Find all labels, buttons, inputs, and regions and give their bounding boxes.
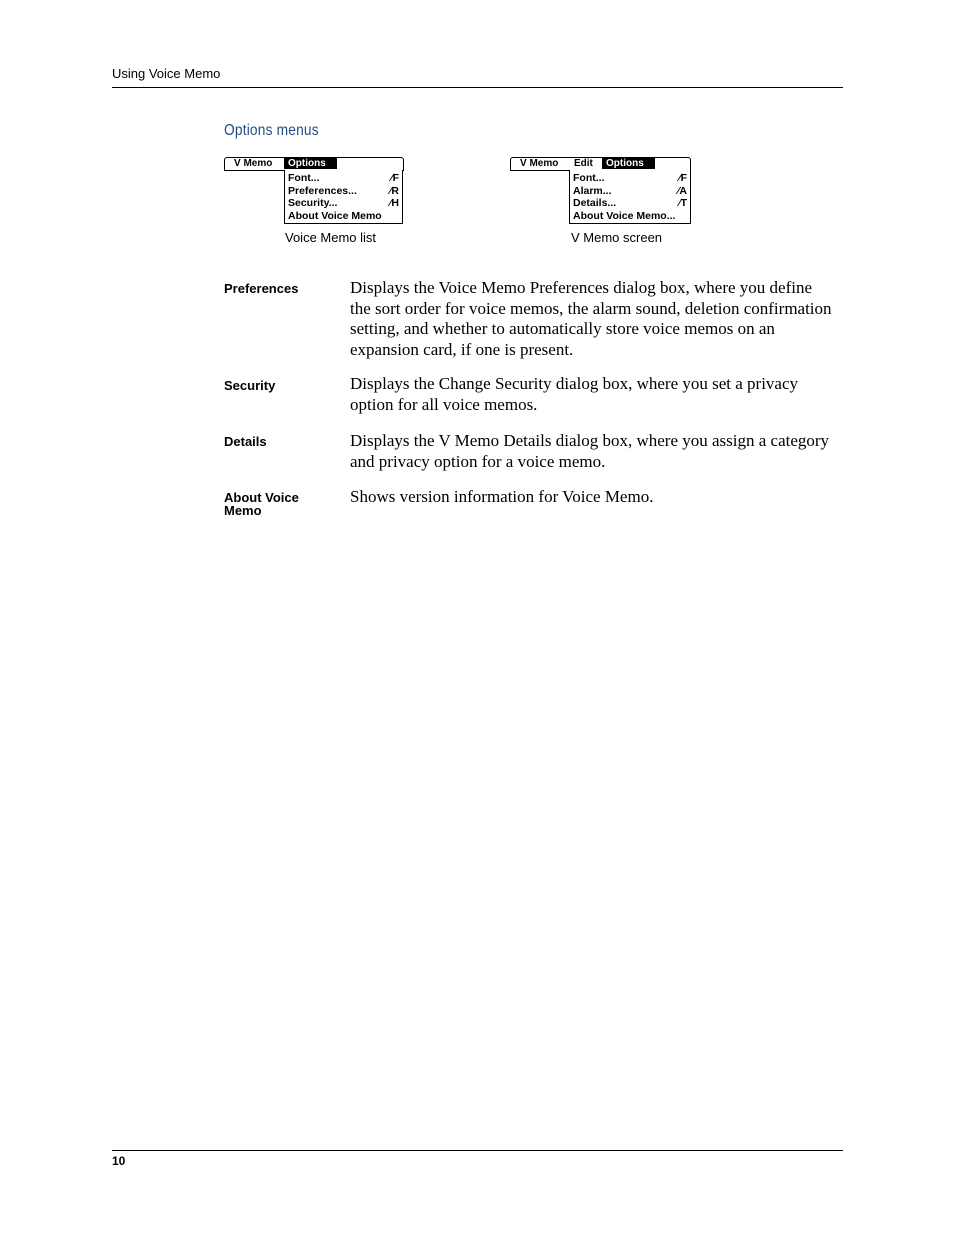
options-dropdown (284, 170, 403, 224)
definition-description-details: Displays the V Memo Details dialog box, where you assign a category and privacy option for a voice memo. (350, 431, 830, 471)
menu-item-label: Font... (288, 172, 320, 184)
menu-item-about[interactable] (285, 210, 402, 223)
figure-caption-voice-memo-list: Voice Memo list (285, 230, 377, 245)
running-header: Using Voice Memo (112, 66, 221, 81)
menu-item-preferences[interactable] (285, 185, 402, 198)
menu-item-shortcut: ∕F (678, 172, 687, 184)
definition-term-about-voice-memo: About Voice Memo (224, 490, 299, 518)
menu-item-shortcut: ∕T (678, 197, 687, 209)
footer-rule (112, 1150, 843, 1151)
menu-item-details[interactable] (570, 197, 690, 210)
definition-description-preferences: Displays the Voice Memo Preferences dialog box, where you define the sort order for voice memos, the alarm sound, deletion confirmation setting, and whether to automatically store voice memos on an expansion card, if one is present. (350, 278, 832, 359)
menu-item-label: Alarm... (573, 184, 612, 197)
section-title: Options menus (224, 122, 319, 139)
options-dropdown (569, 170, 691, 224)
menu-item-label: About Voice Memo... (573, 209, 676, 222)
definition-description-security: Displays the Change Security dialog box, where you set a privacy option for all voice memos. (350, 374, 799, 414)
menu-item-shortcut: ∕F (390, 172, 399, 184)
definition-term-preferences: Preferences (224, 281, 299, 296)
page-number: 10 (112, 1154, 126, 1168)
menu-item-label: Security... (288, 197, 338, 209)
definition-term-security: Security (224, 378, 276, 393)
menu-item-font[interactable] (285, 172, 402, 185)
menu-item-shortcut: ∕H (389, 197, 399, 209)
menu-item-label: Details... (573, 197, 617, 209)
menu-v-memo[interactable]: V Memo (234, 158, 273, 169)
figure-voice-memo-list-menu (224, 157, 406, 227)
menu-bar (224, 157, 404, 171)
menu-item-label: About Voice Memo (288, 209, 382, 222)
menu-item-label: Preferences... (288, 184, 357, 197)
menu-options[interactable]: Options (602, 158, 655, 169)
definition-term-details: Details (224, 434, 267, 449)
menu-item-about[interactable] (570, 210, 690, 223)
menu-v-memo[interactable]: V Memo (520, 158, 559, 169)
menu-options[interactable]: Options (284, 158, 337, 169)
menu-item-shortcut: ∕A (677, 184, 687, 197)
definition-description-about-voice-memo: Shows version information for Voice Memo. (350, 487, 654, 506)
header-rule (112, 87, 843, 88)
menu-item-shortcut: ∕R (389, 184, 399, 197)
menu-bar (510, 157, 691, 171)
figure-v-memo-screen-menu (510, 157, 692, 227)
menu-edit[interactable]: Edit (574, 158, 593, 169)
menu-item-font[interactable] (570, 172, 690, 185)
menu-item-alarm[interactable] (570, 185, 690, 198)
figure-caption-v-memo-screen: V Memo screen (571, 230, 663, 245)
menu-item-security[interactable] (285, 197, 402, 210)
menu-item-label: Font... (573, 172, 605, 184)
